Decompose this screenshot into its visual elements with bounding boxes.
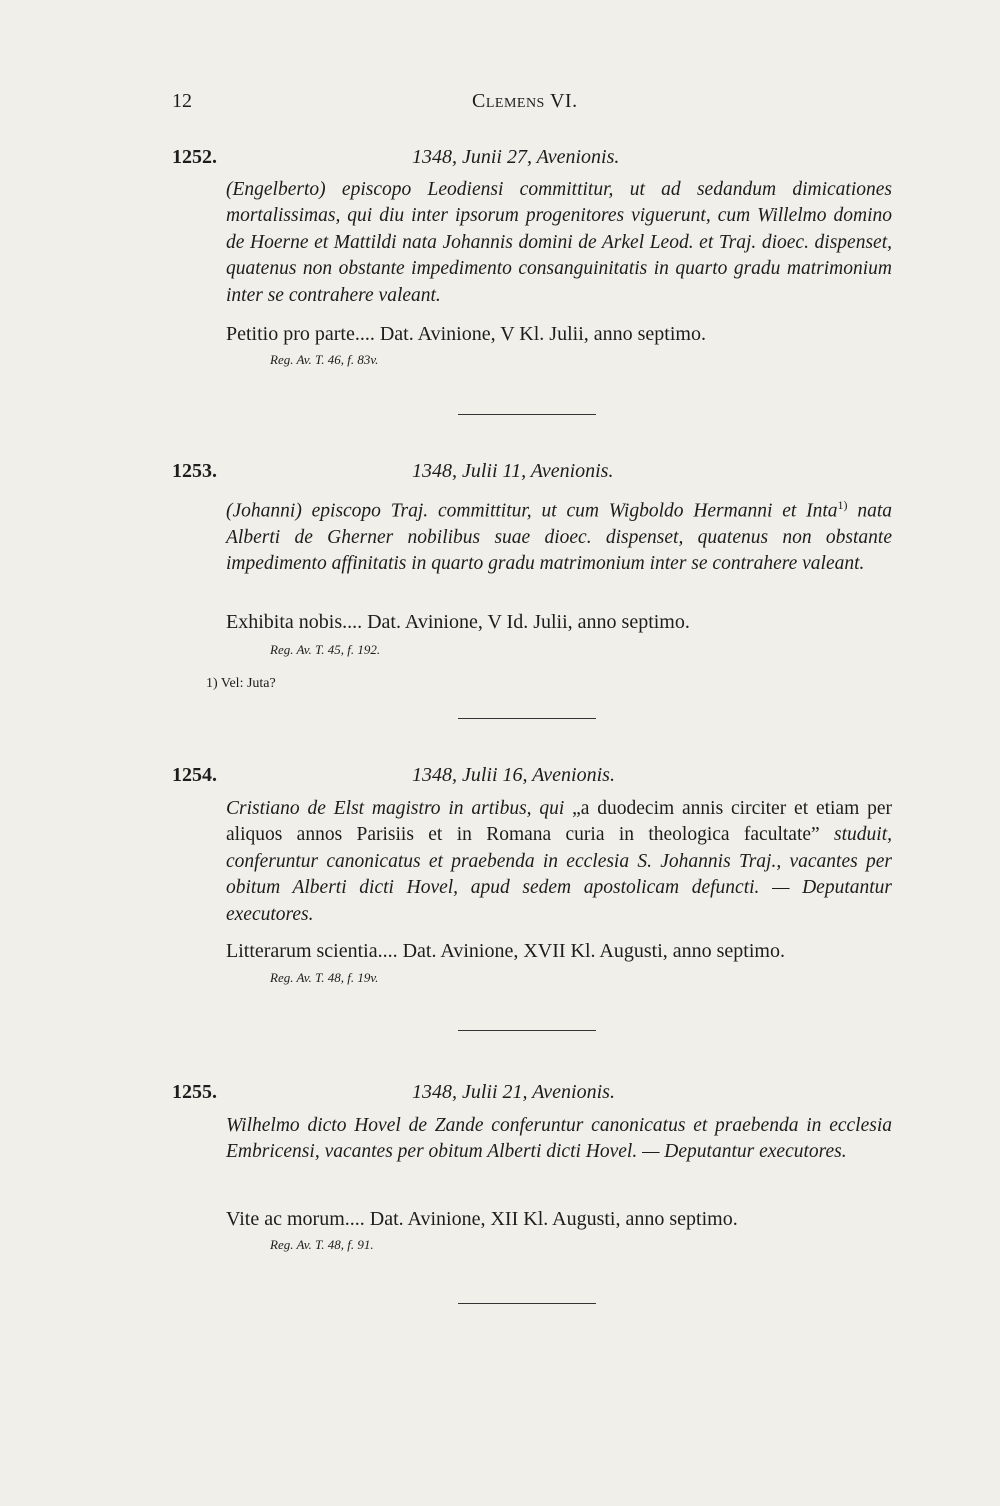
summary-part: (Johanni) episcopo Traj. committitur, ut cum Wigboldo Hermanni et Inta xyxy=(226,500,838,522)
section-divider xyxy=(458,718,596,719)
entry-number: 1254. xyxy=(172,764,217,786)
entry-formula: Petitio pro parte.... Dat. Avinione, V Kl. Julii, anno septimo. xyxy=(226,323,706,345)
section-divider xyxy=(458,1030,596,1031)
entry-source: Reg. Av. T. 48, f. 91. xyxy=(270,1237,374,1252)
summary-quotation: „a duodecim annis circiter et etiam per aliquos annos Parisiis et in Romana curia in theologica facultate” xyxy=(226,798,892,846)
entry-date: 1348, Julii 21, Avenionis. xyxy=(412,1081,615,1103)
entry-formula: Exhibita nobis.... Dat. Avinione, V Id. Julii, anno septimo. xyxy=(226,611,690,633)
entry-number: 1253. xyxy=(172,460,217,482)
page-number: 12 xyxy=(172,90,192,112)
entry-summary: Wilhelmo dicto Hovel de Zande conferuntur canonicatus et praebenda in ecclesia Embricensi, vacantes per obitum Alberti dicti Hovel. — Deputantur executores. xyxy=(226,1115,892,1163)
entry-number: 1252. xyxy=(172,146,217,168)
summary-part: studuit, conferuntur canonicatus et praebenda in ecclesia S. Johannis Traj., vacantes per obitum Alberti dicti Hovel, apud sedem apostolicam defuncti. — Deputantur executores. xyxy=(226,824,892,925)
entry-summary xyxy=(226,796,892,928)
page-header xyxy=(172,90,890,120)
footnote-marker: 1) xyxy=(837,498,848,512)
entry-summary: (Engelberto) episcopo Leodiensi committitur, ut ad sedandum dimicationes mortalissimas, qui diu inter ipsorum progenitores viguerunt, cum Willelmo domino de Hoerne et Mattildi nata Johannis domini de Arkel Leod. et Traj. dioec. dispenset, quatenus non obstante impedimento consanguinitatis in quarto gradu matrimonium inter se contrahere valeant. xyxy=(226,179,892,306)
entry-number: 1255. xyxy=(172,1081,217,1103)
entry-source: Reg. Av. T. 46, f. 83v. xyxy=(270,352,379,367)
entry-formula: Litterarum scientia.... Dat. Avinione, XVII Kl. Augusti, anno septimo. xyxy=(226,940,785,962)
running-head: Clemens VI. xyxy=(472,90,578,112)
entry-date: 1348, Junii 27, Avenionis. xyxy=(412,146,620,168)
section-divider xyxy=(458,414,596,415)
summary-part: Cristiano de Elst magistro in artibus, qui xyxy=(226,798,573,819)
footnote: 1) Vel: Juta? xyxy=(206,676,276,691)
entry-summary xyxy=(226,492,892,578)
entry-date: 1348, Julii 11, Avenionis. xyxy=(412,460,614,482)
summary-part: nata Alberti de Gherner nobilibus suae dioec. dispenset, quatenus non obstante impedimento affinitatis in quarto gradu matrimonium inter se contrahere valeant. xyxy=(226,500,892,575)
entry-formula: Vite ac morum.... Dat. Avinione, XII Kl. Augusti, anno septimo. xyxy=(226,1208,738,1230)
entry-source: Reg. Av. T. 48, f. 19v. xyxy=(270,970,379,985)
entry-source: Reg. Av. T. 45, f. 192. xyxy=(270,642,381,657)
section-divider xyxy=(458,1303,596,1304)
entry-date: 1348, Julii 16, Avenionis. xyxy=(412,764,615,786)
